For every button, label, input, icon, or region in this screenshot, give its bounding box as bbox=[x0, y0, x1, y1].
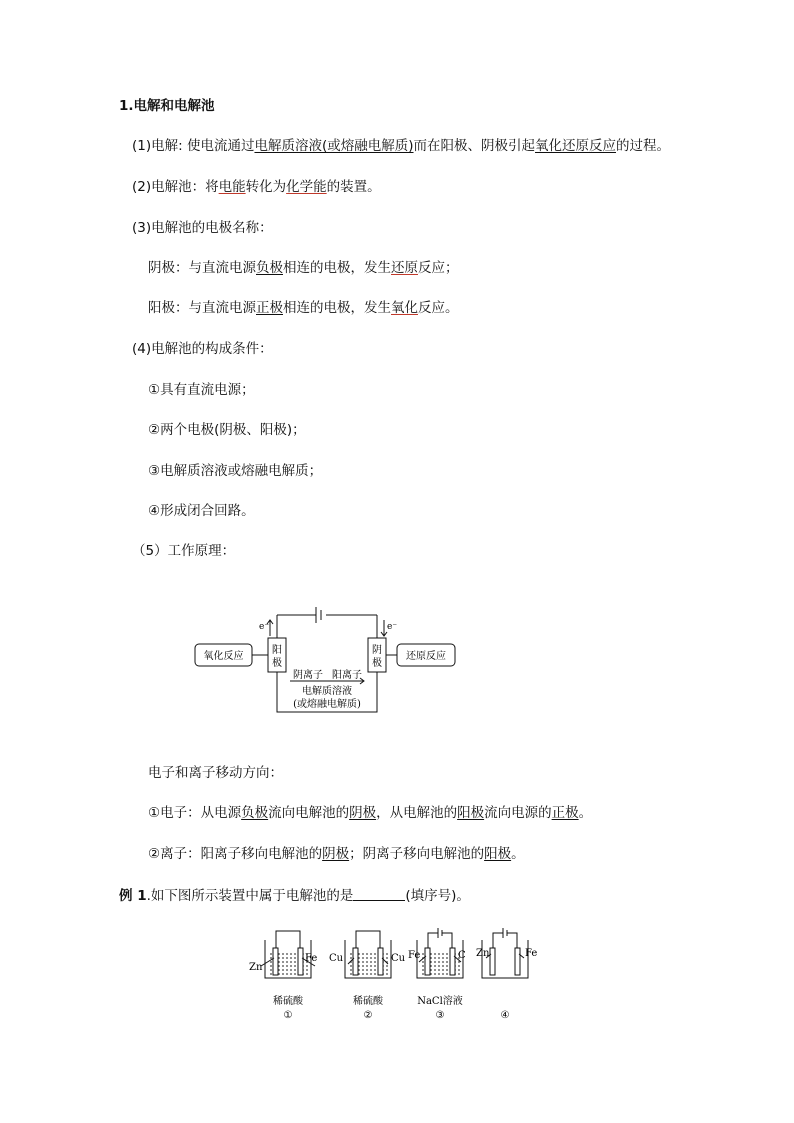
answer-underline: 氧化 bbox=[391, 300, 418, 316]
cell-1-right-electrode: Fe bbox=[305, 953, 318, 964]
answer-underline: 阴极 bbox=[349, 805, 377, 821]
item-2 bbox=[132, 178, 381, 196]
cell-1-left-electrode: Zn bbox=[249, 962, 263, 973]
answer-underline: 电能 bbox=[218, 179, 246, 195]
text: 而在阳极、阴极引起 bbox=[413, 138, 536, 154]
text: 阳极：与直流电源 bbox=[148, 300, 256, 316]
text: 反应。 bbox=[418, 300, 459, 316]
item-5: （5）工作原理： bbox=[132, 543, 236, 559]
text: ①电子：从电源 bbox=[148, 805, 242, 821]
answer-underline: 负极 bbox=[241, 805, 269, 821]
cell-2-right-electrode: Cu bbox=[391, 953, 406, 964]
item-4c: ③电解质溶液或熔融电解质； bbox=[148, 463, 323, 479]
item-3: (3)电解池的电极名称： bbox=[132, 220, 273, 236]
answer-underline: 正极 bbox=[256, 300, 283, 316]
cell-4-left-electrode: Zn bbox=[476, 948, 490, 959]
electron-right-label: e⁻ bbox=[387, 622, 398, 632]
electron-left-label: e⁻ bbox=[259, 622, 270, 632]
text: 的装置。 bbox=[326, 179, 381, 195]
cell-2-solution: 稀硫酸 bbox=[353, 996, 383, 1007]
cathode-label-2: 极 bbox=[372, 658, 382, 669]
answer-underline: 阴极 bbox=[322, 846, 350, 862]
cell-4-right-electrode: Fe bbox=[525, 948, 538, 959]
anode-label-2: 极 bbox=[272, 658, 282, 669]
example-1 bbox=[119, 887, 470, 905]
item-4d: ④形成闭合回路。 bbox=[148, 503, 255, 519]
text: 反应； bbox=[418, 260, 459, 276]
cation-label: 阳离子 bbox=[332, 670, 362, 681]
text: (2)电解池：将 bbox=[132, 179, 219, 195]
text: 的过程。 bbox=[616, 138, 671, 154]
cell-4-number: ④ bbox=[500, 1010, 510, 1021]
cell-3-right-electrode: C bbox=[458, 950, 466, 961]
text: (1)电解: 使电流通过 bbox=[132, 138, 255, 154]
cell-1-solution: 稀硫酸 bbox=[273, 996, 303, 1007]
cell-2 bbox=[345, 931, 391, 978]
cathode-label-1: 阴 bbox=[372, 645, 382, 656]
motion-ion bbox=[148, 845, 525, 863]
answer-underline: 阳极 bbox=[484, 846, 512, 862]
text: ；阴离子移向电解池的 bbox=[349, 846, 485, 862]
anode-label-1: 阳 bbox=[272, 645, 282, 656]
text: 阴极：与直流电源 bbox=[148, 260, 256, 276]
molten-label: (或熔融电解质) bbox=[293, 699, 361, 710]
answer-underline: 电解质溶液(或熔融电解质) bbox=[254, 138, 414, 154]
item-4: (4)电解池的构成条件： bbox=[132, 341, 273, 357]
cell-1-number: ① bbox=[283, 1010, 293, 1021]
answer-underline: 阳极 bbox=[457, 805, 485, 821]
cell-3-solution: NaCl溶液 bbox=[417, 996, 463, 1007]
answer-underline: 还原 bbox=[391, 260, 418, 276]
text: ，从电解池的 bbox=[376, 805, 458, 821]
answer-underline: 正极 bbox=[551, 805, 579, 821]
text: 。 bbox=[511, 846, 525, 862]
text: 转化为 bbox=[245, 179, 287, 195]
example-label: 例 1 bbox=[119, 888, 147, 904]
reduction-box-label: 还原反应 bbox=[406, 651, 446, 662]
item-3-cathode bbox=[148, 259, 459, 277]
answer-blank[interactable] bbox=[353, 888, 405, 901]
text: .如下图所示装置中属于电解池的是 bbox=[146, 888, 354, 904]
cell-3-left-electrode: Fe bbox=[408, 950, 421, 961]
text: 相连的电极，发生 bbox=[283, 260, 391, 276]
text: ②离子：阳离子移向电解池的 bbox=[148, 846, 323, 862]
answer-underline: 化学能 bbox=[286, 179, 327, 195]
cell-2-left-electrode: Cu bbox=[329, 953, 344, 964]
text: 。 bbox=[578, 805, 593, 821]
cell-2-number: ② bbox=[363, 1010, 373, 1021]
motion-electron bbox=[148, 804, 592, 822]
cell-3-number: ③ bbox=[435, 1010, 445, 1021]
motion-title: 电子和离子移动方向： bbox=[148, 765, 283, 781]
electrolysis-diagram bbox=[190, 600, 460, 720]
text: 相连的电极，发生 bbox=[283, 300, 391, 316]
item-4b: ②两个电极(阴极、阳极)； bbox=[148, 422, 306, 438]
item-4a: ①具有直流电源； bbox=[148, 382, 255, 398]
electrolyte-label: 电解质溶液 bbox=[302, 686, 352, 697]
section-title: 1.电解和电解池 bbox=[119, 98, 215, 114]
cell-3 bbox=[417, 928, 463, 978]
cells-figure bbox=[245, 928, 545, 1024]
text: 流向电解池的 bbox=[268, 805, 350, 821]
anion-label: 阴离子 bbox=[293, 670, 323, 681]
text: 流向电源的 bbox=[484, 805, 552, 821]
text: (填序号)。 bbox=[405, 888, 470, 904]
oxidation-box-label: 氧化反应 bbox=[203, 651, 244, 662]
item-3-anode bbox=[148, 299, 459, 317]
item-1 bbox=[132, 137, 670, 155]
answer-underline: 氧化还原反应 bbox=[535, 138, 617, 154]
answer-underline: 负极 bbox=[256, 260, 283, 276]
